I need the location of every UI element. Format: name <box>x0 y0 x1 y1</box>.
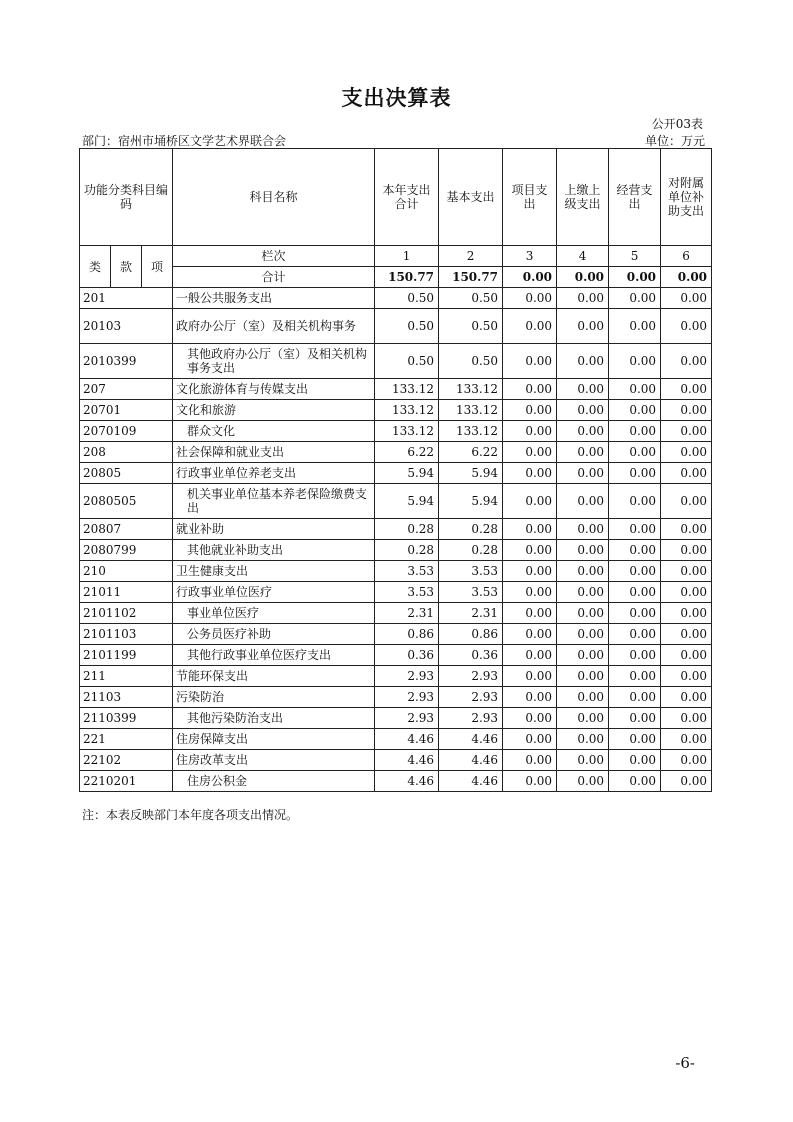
col-number-4: 4 <box>557 246 609 267</box>
row-value: 4.46 <box>439 771 503 792</box>
row-value: 0.00 <box>557 519 609 540</box>
row-value: 0.00 <box>609 442 661 463</box>
row-value: 133.12 <box>439 379 503 400</box>
unit-label: 单位：万元 <box>644 134 705 148</box>
row-value: 0.00 <box>557 645 609 666</box>
row-name: 其他就业补助支出 <box>173 540 375 561</box>
row-value: 0.00 <box>609 729 661 750</box>
row-value: 133.12 <box>375 379 439 400</box>
row-code: 22102 <box>80 750 173 771</box>
row-value: 0.00 <box>557 666 609 687</box>
row-value: 0.00 <box>557 344 609 379</box>
row-value: 0.00 <box>609 421 661 442</box>
table-row <box>80 603 712 624</box>
table-row <box>80 288 712 309</box>
row-value: 0.50 <box>439 309 503 344</box>
row-value: 0.00 <box>609 582 661 603</box>
row-value: 0.00 <box>609 750 661 771</box>
row-value: 133.12 <box>375 421 439 442</box>
row-value: 0.00 <box>557 484 609 519</box>
row-name: 群众文化 <box>173 421 375 442</box>
row-name: 其他污染防治支出 <box>173 708 375 729</box>
row-value: 0.00 <box>661 729 712 750</box>
row-value: 0.00 <box>661 561 712 582</box>
row-value: 3.53 <box>439 561 503 582</box>
total-value: 0.00 <box>609 267 661 288</box>
row-value: 0.00 <box>609 708 661 729</box>
row-value: 0.00 <box>557 288 609 309</box>
row-value: 0.00 <box>557 582 609 603</box>
row-value: 0.00 <box>661 519 712 540</box>
header-name: 科目名称 <box>173 149 375 246</box>
row-name: 卫生健康支出 <box>173 561 375 582</box>
row-value: 0.00 <box>609 687 661 708</box>
table-row <box>80 729 712 750</box>
col-number-2: 2 <box>439 246 503 267</box>
row-value: 0.50 <box>375 288 439 309</box>
row-value: 0.00 <box>503 603 557 624</box>
row-value: 0.00 <box>557 442 609 463</box>
table-row <box>80 750 712 771</box>
table-row <box>80 400 712 421</box>
row-value: 0.00 <box>609 624 661 645</box>
header-superior: 上缴上级支出 <box>557 149 609 246</box>
total-value: 150.77 <box>375 267 439 288</box>
row-name: 文化旅游体育与传媒支出 <box>173 379 375 400</box>
row-code: 20805 <box>80 463 173 484</box>
row-value: 0.00 <box>609 400 661 421</box>
row-value: 0.00 <box>503 484 557 519</box>
row-value: 0.00 <box>503 645 557 666</box>
row-value: 0.00 <box>557 400 609 421</box>
row-value: 0.00 <box>609 309 661 344</box>
row-code: 20701 <box>80 400 173 421</box>
header-lanci: 栏次 <box>173 246 375 267</box>
row-value: 4.46 <box>375 750 439 771</box>
total-value: 0.00 <box>557 267 609 288</box>
row-value: 0.00 <box>503 687 557 708</box>
row-value: 133.12 <box>439 421 503 442</box>
table-row <box>80 344 712 379</box>
row-value: 2.93 <box>439 666 503 687</box>
row-value: 133.12 <box>375 400 439 421</box>
row-value: 0.36 <box>375 645 439 666</box>
row-name: 行政事业单位养老支出 <box>173 463 375 484</box>
row-value: 0.00 <box>609 540 661 561</box>
total-label: 合计 <box>173 267 375 288</box>
row-value: 0.50 <box>375 344 439 379</box>
row-value: 0.00 <box>661 582 712 603</box>
row-code: 207 <box>80 379 173 400</box>
row-value: 0.00 <box>609 603 661 624</box>
form-number: 公开03表 <box>651 117 703 131</box>
row-value: 0.00 <box>661 771 712 792</box>
row-value: 0.00 <box>557 771 609 792</box>
row-name: 就业补助 <box>173 519 375 540</box>
row-value: 3.53 <box>375 561 439 582</box>
row-value: 0.00 <box>503 288 557 309</box>
row-value: 0.00 <box>661 624 712 645</box>
row-value: 3.53 <box>439 582 503 603</box>
row-value: 0.00 <box>503 309 557 344</box>
table-row <box>80 421 712 442</box>
row-value: 0.00 <box>503 442 557 463</box>
row-value: 0.00 <box>503 708 557 729</box>
row-value: 5.94 <box>439 484 503 519</box>
col-number-3: 3 <box>503 246 557 267</box>
table-row <box>80 519 712 540</box>
row-value: 5.94 <box>375 484 439 519</box>
row-name: 机关事业单位基本养老保险缴费支出 <box>173 484 375 519</box>
row-name: 住房保障支出 <box>173 729 375 750</box>
table-row <box>80 624 712 645</box>
page-title: 支出决算表 <box>341 86 452 110</box>
row-value: 0.00 <box>557 687 609 708</box>
total-value: 0.00 <box>661 267 712 288</box>
row-name: 事业单位医疗 <box>173 603 375 624</box>
row-value: 2.93 <box>439 687 503 708</box>
row-value: 0.00 <box>503 540 557 561</box>
row-code: 201 <box>80 288 173 309</box>
row-value: 0.00 <box>503 729 557 750</box>
row-value: 0.00 <box>557 309 609 344</box>
row-value: 0.00 <box>609 519 661 540</box>
header-business: 经营支出 <box>609 149 661 246</box>
row-code: 2070109 <box>80 421 173 442</box>
row-code: 2210201 <box>80 771 173 792</box>
row-name: 节能环保支出 <box>173 666 375 687</box>
table-row <box>80 666 712 687</box>
row-value: 4.46 <box>375 729 439 750</box>
footnote: 注：本表反映部门本年度各项支出情况。 <box>82 808 299 822</box>
header-total: 本年支出合计 <box>375 149 439 246</box>
header-lei: 类 <box>80 246 111 288</box>
table-row <box>80 463 712 484</box>
row-value: 3.53 <box>375 582 439 603</box>
row-value: 2.31 <box>439 603 503 624</box>
row-value: 5.94 <box>439 463 503 484</box>
row-name: 公务员医疗补助 <box>173 624 375 645</box>
row-value: 0.00 <box>609 379 661 400</box>
row-code: 2101199 <box>80 645 173 666</box>
row-value: 0.00 <box>661 750 712 771</box>
total-value: 150.77 <box>439 267 503 288</box>
header-code: 功能分类科目编码 <box>80 149 173 246</box>
row-value: 0.50 <box>375 309 439 344</box>
row-value: 2.93 <box>375 687 439 708</box>
table-row <box>80 379 712 400</box>
row-value: 2.31 <box>375 603 439 624</box>
department-label: 部门：宿州市埇桥区文学艺术界联合会 <box>82 134 287 148</box>
row-value: 0.00 <box>557 603 609 624</box>
row-code: 2010399 <box>80 344 173 379</box>
row-value: 0.00 <box>503 344 557 379</box>
row-value: 0.00 <box>609 666 661 687</box>
row-value: 0.00 <box>503 666 557 687</box>
row-code: 2101102 <box>80 603 173 624</box>
row-value: 0.00 <box>609 561 661 582</box>
row-value: 0.00 <box>661 344 712 379</box>
total-value: 0.00 <box>503 267 557 288</box>
col-number-6: 6 <box>661 246 712 267</box>
header-xiang: 项 <box>142 246 173 288</box>
table-row <box>80 708 712 729</box>
table-row <box>80 309 712 344</box>
table-row <box>80 687 712 708</box>
row-value: 4.46 <box>375 771 439 792</box>
table-row <box>80 540 712 561</box>
row-value: 0.00 <box>661 687 712 708</box>
header-basic: 基本支出 <box>439 149 503 246</box>
row-value: 0.00 <box>661 400 712 421</box>
row-value: 0.86 <box>375 624 439 645</box>
row-code: 221 <box>80 729 173 750</box>
row-value: 0.00 <box>661 645 712 666</box>
row-code: 208 <box>80 442 173 463</box>
row-code: 21103 <box>80 687 173 708</box>
row-name: 文化和旅游 <box>173 400 375 421</box>
row-code: 211 <box>80 666 173 687</box>
row-value: 0.00 <box>609 463 661 484</box>
row-value: 0.00 <box>661 288 712 309</box>
total-row <box>80 267 712 288</box>
row-value: 0.00 <box>557 540 609 561</box>
row-name: 政府办公厅（室）及相关机构事务 <box>173 309 375 344</box>
row-value: 0.00 <box>609 344 661 379</box>
row-value: 0.00 <box>661 379 712 400</box>
page-number: -6- <box>675 1054 695 1072</box>
row-name: 住房公积金 <box>173 771 375 792</box>
row-value: 0.00 <box>503 463 557 484</box>
row-code: 210 <box>80 561 173 582</box>
row-value: 5.94 <box>375 463 439 484</box>
row-name: 住房改革支出 <box>173 750 375 771</box>
row-value: 0.00 <box>557 463 609 484</box>
row-name: 其他行政事业单位医疗支出 <box>173 645 375 666</box>
row-value: 0.00 <box>503 582 557 603</box>
row-value: 0.86 <box>439 624 503 645</box>
row-value: 6.22 <box>439 442 503 463</box>
row-value: 0.00 <box>661 442 712 463</box>
table-row <box>80 442 712 463</box>
row-code: 20807 <box>80 519 173 540</box>
row-value: 0.00 <box>503 519 557 540</box>
row-value: 6.22 <box>375 442 439 463</box>
row-value: 133.12 <box>439 400 503 421</box>
table-row <box>80 561 712 582</box>
row-value: 0.00 <box>503 771 557 792</box>
row-value: 4.46 <box>439 750 503 771</box>
row-value: 0.00 <box>557 379 609 400</box>
row-value: 0.00 <box>661 540 712 561</box>
row-value: 0.00 <box>557 561 609 582</box>
row-code: 2101103 <box>80 624 173 645</box>
row-code: 2080799 <box>80 540 173 561</box>
row-value: 0.00 <box>661 484 712 519</box>
header-row <box>80 149 712 246</box>
row-value: 0.00 <box>609 288 661 309</box>
row-value: 0.00 <box>609 645 661 666</box>
row-value: 0.00 <box>503 379 557 400</box>
table-row <box>80 484 712 519</box>
row-value: 0.00 <box>661 603 712 624</box>
row-value: 0.00 <box>609 771 661 792</box>
table-row <box>80 582 712 603</box>
row-value: 4.46 <box>439 729 503 750</box>
row-value: 0.00 <box>661 421 712 442</box>
row-value: 2.93 <box>375 708 439 729</box>
expenditure-table <box>79 148 712 792</box>
row-value: 0.28 <box>375 540 439 561</box>
row-value: 0.00 <box>557 421 609 442</box>
row-name: 社会保障和就业支出 <box>173 442 375 463</box>
row-value: 0.00 <box>557 624 609 645</box>
column-number-row <box>80 246 712 267</box>
table-row <box>80 771 712 792</box>
row-value: 0.00 <box>661 309 712 344</box>
row-code: 2080505 <box>80 484 173 519</box>
row-value: 0.36 <box>439 645 503 666</box>
col-number-1: 1 <box>375 246 439 267</box>
row-value: 0.00 <box>661 708 712 729</box>
row-value: 0.00 <box>503 624 557 645</box>
row-value: 0.00 <box>557 729 609 750</box>
header-project: 项目支出 <box>503 149 557 246</box>
row-value: 0.50 <box>439 344 503 379</box>
row-value: 0.00 <box>661 463 712 484</box>
row-value: 0.00 <box>557 750 609 771</box>
row-name: 一般公共服务支出 <box>173 288 375 309</box>
row-value: 0.50 <box>439 288 503 309</box>
row-value: 0.00 <box>557 708 609 729</box>
row-code: 20103 <box>80 309 173 344</box>
row-value: 0.00 <box>661 666 712 687</box>
row-value: 0.00 <box>503 561 557 582</box>
row-value: 0.28 <box>439 540 503 561</box>
row-value: 0.00 <box>503 400 557 421</box>
row-value: 2.93 <box>375 666 439 687</box>
row-value: 0.00 <box>609 484 661 519</box>
row-name: 行政事业单位医疗 <box>173 582 375 603</box>
col-number-5: 5 <box>609 246 661 267</box>
row-value: 0.00 <box>503 421 557 442</box>
row-code: 2110399 <box>80 708 173 729</box>
header-subsidy: 对附属单位补助支出 <box>661 149 712 246</box>
row-value: 0.28 <box>439 519 503 540</box>
row-value: 0.28 <box>375 519 439 540</box>
row-name: 其他政府办公厅（室）及相关机构事务支出 <box>173 344 375 379</box>
row-name: 污染防治 <box>173 687 375 708</box>
row-value: 2.93 <box>439 708 503 729</box>
row-code: 21011 <box>80 582 173 603</box>
header-kuan: 款 <box>111 246 142 288</box>
row-value: 0.00 <box>503 750 557 771</box>
table-row <box>80 645 712 666</box>
